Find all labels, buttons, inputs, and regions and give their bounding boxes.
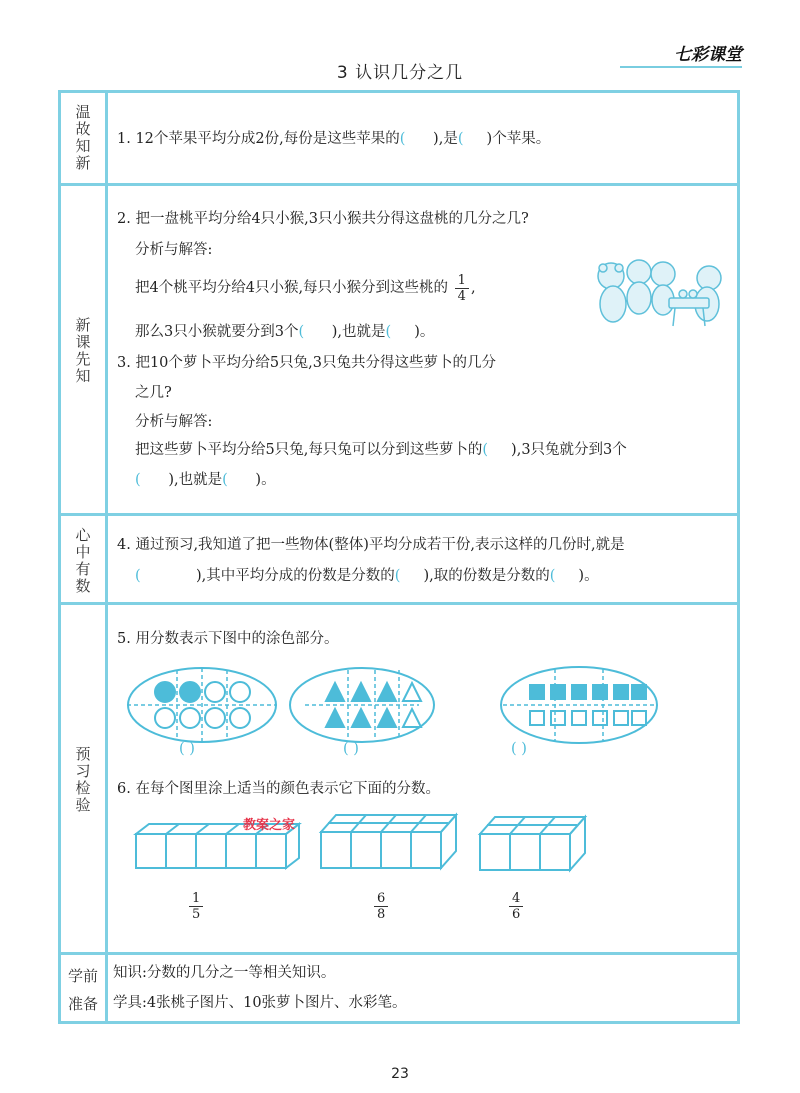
section-label: 心中有数	[73, 526, 92, 595]
question-4: 4. 通过预习,我知道了把一些物体(整体)平均分成若干份,表示这样的几份时,就是	[117, 537, 625, 553]
brand-underline	[620, 66, 742, 68]
page-number: 23	[391, 1066, 409, 1082]
numerator: 4	[509, 891, 523, 907]
label-top: 学前	[67, 966, 98, 985]
answer-blank[interactable]: (	[135, 472, 169, 488]
q6-boxes	[475, 807, 605, 887]
section-label: 预习检验	[73, 746, 92, 814]
q1-text-c: )个苹果。	[486, 131, 551, 147]
q3-text: ),3只兔就分到3个	[511, 442, 627, 458]
question-5: 5. 用分数表示下图中的涂色部分。	[117, 631, 339, 647]
q5-figures	[127, 665, 707, 765]
q2-text: 把4个桃平均分给4只小猴,每只小猴分到这些桃的	[135, 280, 449, 296]
q5-answer-blank[interactable]: ( )	[511, 741, 527, 757]
section-check	[61, 602, 737, 955]
analysis-label: 分析与解答:	[135, 414, 213, 430]
fraction	[455, 273, 469, 304]
answer-blank[interactable]: (	[385, 324, 415, 340]
q4-text: ),其中平均分成的份数是分数的	[195, 568, 395, 584]
q4-text: )。	[578, 568, 599, 584]
prep-tools: 学具:4张桃子图片、10张萝卜图片、水彩笔。	[113, 995, 407, 1011]
q1-text-b: ),是	[433, 131, 458, 147]
answer-blank[interactable]: (	[457, 131, 487, 147]
section-label-box	[61, 186, 108, 516]
question-4-cont	[135, 566, 599, 586]
q2-text: 那么3只小猴就要分到3个	[135, 324, 299, 340]
worksheet-frame	[58, 90, 740, 1024]
q2-text: ),也就是	[331, 324, 386, 340]
brand-logo: 七彩课堂	[674, 45, 742, 65]
q2-line-1	[135, 270, 476, 306]
q2-line-2	[135, 322, 434, 342]
q4-text: ),取的份数是分数的	[423, 568, 550, 584]
denominator: 5	[192, 907, 201, 922]
section-mind	[61, 513, 737, 605]
section-label	[63, 962, 103, 1018]
watermark: 教案之家	[243, 818, 296, 833]
analysis-label: 分析与解答:	[135, 242, 213, 258]
q6-fraction	[507, 891, 525, 922]
q2-text-end: ,	[470, 280, 476, 296]
section-prep	[61, 952, 737, 1024]
q6-fraction	[372, 891, 390, 922]
label-bottom: 准备	[67, 994, 98, 1013]
monkeys-illustration	[589, 246, 729, 336]
q2-text: )。	[414, 324, 435, 340]
answer-blank[interactable]: (	[135, 568, 196, 584]
denominator: 8	[377, 907, 386, 922]
section-review	[61, 93, 737, 183]
answer-blank[interactable]: (	[549, 568, 579, 584]
section-label-box	[61, 516, 108, 605]
q6-fraction	[187, 891, 205, 922]
page-title: 3 认识几分之几	[336, 63, 464, 83]
answer-blank[interactable]: (	[394, 568, 424, 584]
q3-text: )。	[255, 472, 276, 488]
section-new	[61, 183, 737, 516]
prep-knowledge: 知识:分数的几分之一等相关知识。	[113, 965, 336, 981]
q3-text: ),也就是	[168, 472, 223, 488]
question-3-cont: 之几?	[135, 385, 172, 401]
section-label-box	[61, 93, 108, 183]
q3-line-2	[135, 470, 276, 490]
answer-blank[interactable]: (	[399, 131, 434, 147]
numerator: 6	[374, 891, 388, 907]
section-label: 温故知新	[73, 104, 92, 172]
section-label-box	[61, 955, 108, 1024]
q3-text: 把这些萝卜平均分给5只兔,每只兔可以分到这些萝卜的	[135, 442, 483, 458]
numerator: 1	[455, 273, 469, 289]
q5-answer-blank[interactable]: ( )	[179, 741, 195, 757]
answer-blank[interactable]: (	[298, 324, 332, 340]
denominator: 4	[457, 288, 466, 304]
question-1	[117, 129, 550, 149]
denominator: 6	[512, 907, 521, 922]
numerator: 1	[189, 891, 203, 907]
answer-blank[interactable]: (	[482, 442, 512, 458]
question-3: 3. 把10个萝卜平均分给5只兔,3只兔共分得这些萝卜的几分	[117, 355, 496, 371]
q3-line-1	[135, 440, 627, 460]
answer-blank[interactable]: (	[222, 472, 256, 488]
section-label: 新课先知	[73, 317, 92, 385]
question-2: 2. 把一盘桃平均分给4只小猴,3只小猴共分得这盘桃的几分之几?	[117, 211, 529, 227]
q1-text-a: 1. 12个苹果平均分成2份,每份是这些苹果的	[117, 131, 400, 147]
question-6: 6. 在每个图里涂上适当的颜色表示它下面的分数。	[117, 781, 440, 797]
q6-boxes	[316, 805, 476, 885]
section-label-box	[61, 605, 108, 955]
q5-answer-blank[interactable]: ( )	[343, 741, 359, 757]
